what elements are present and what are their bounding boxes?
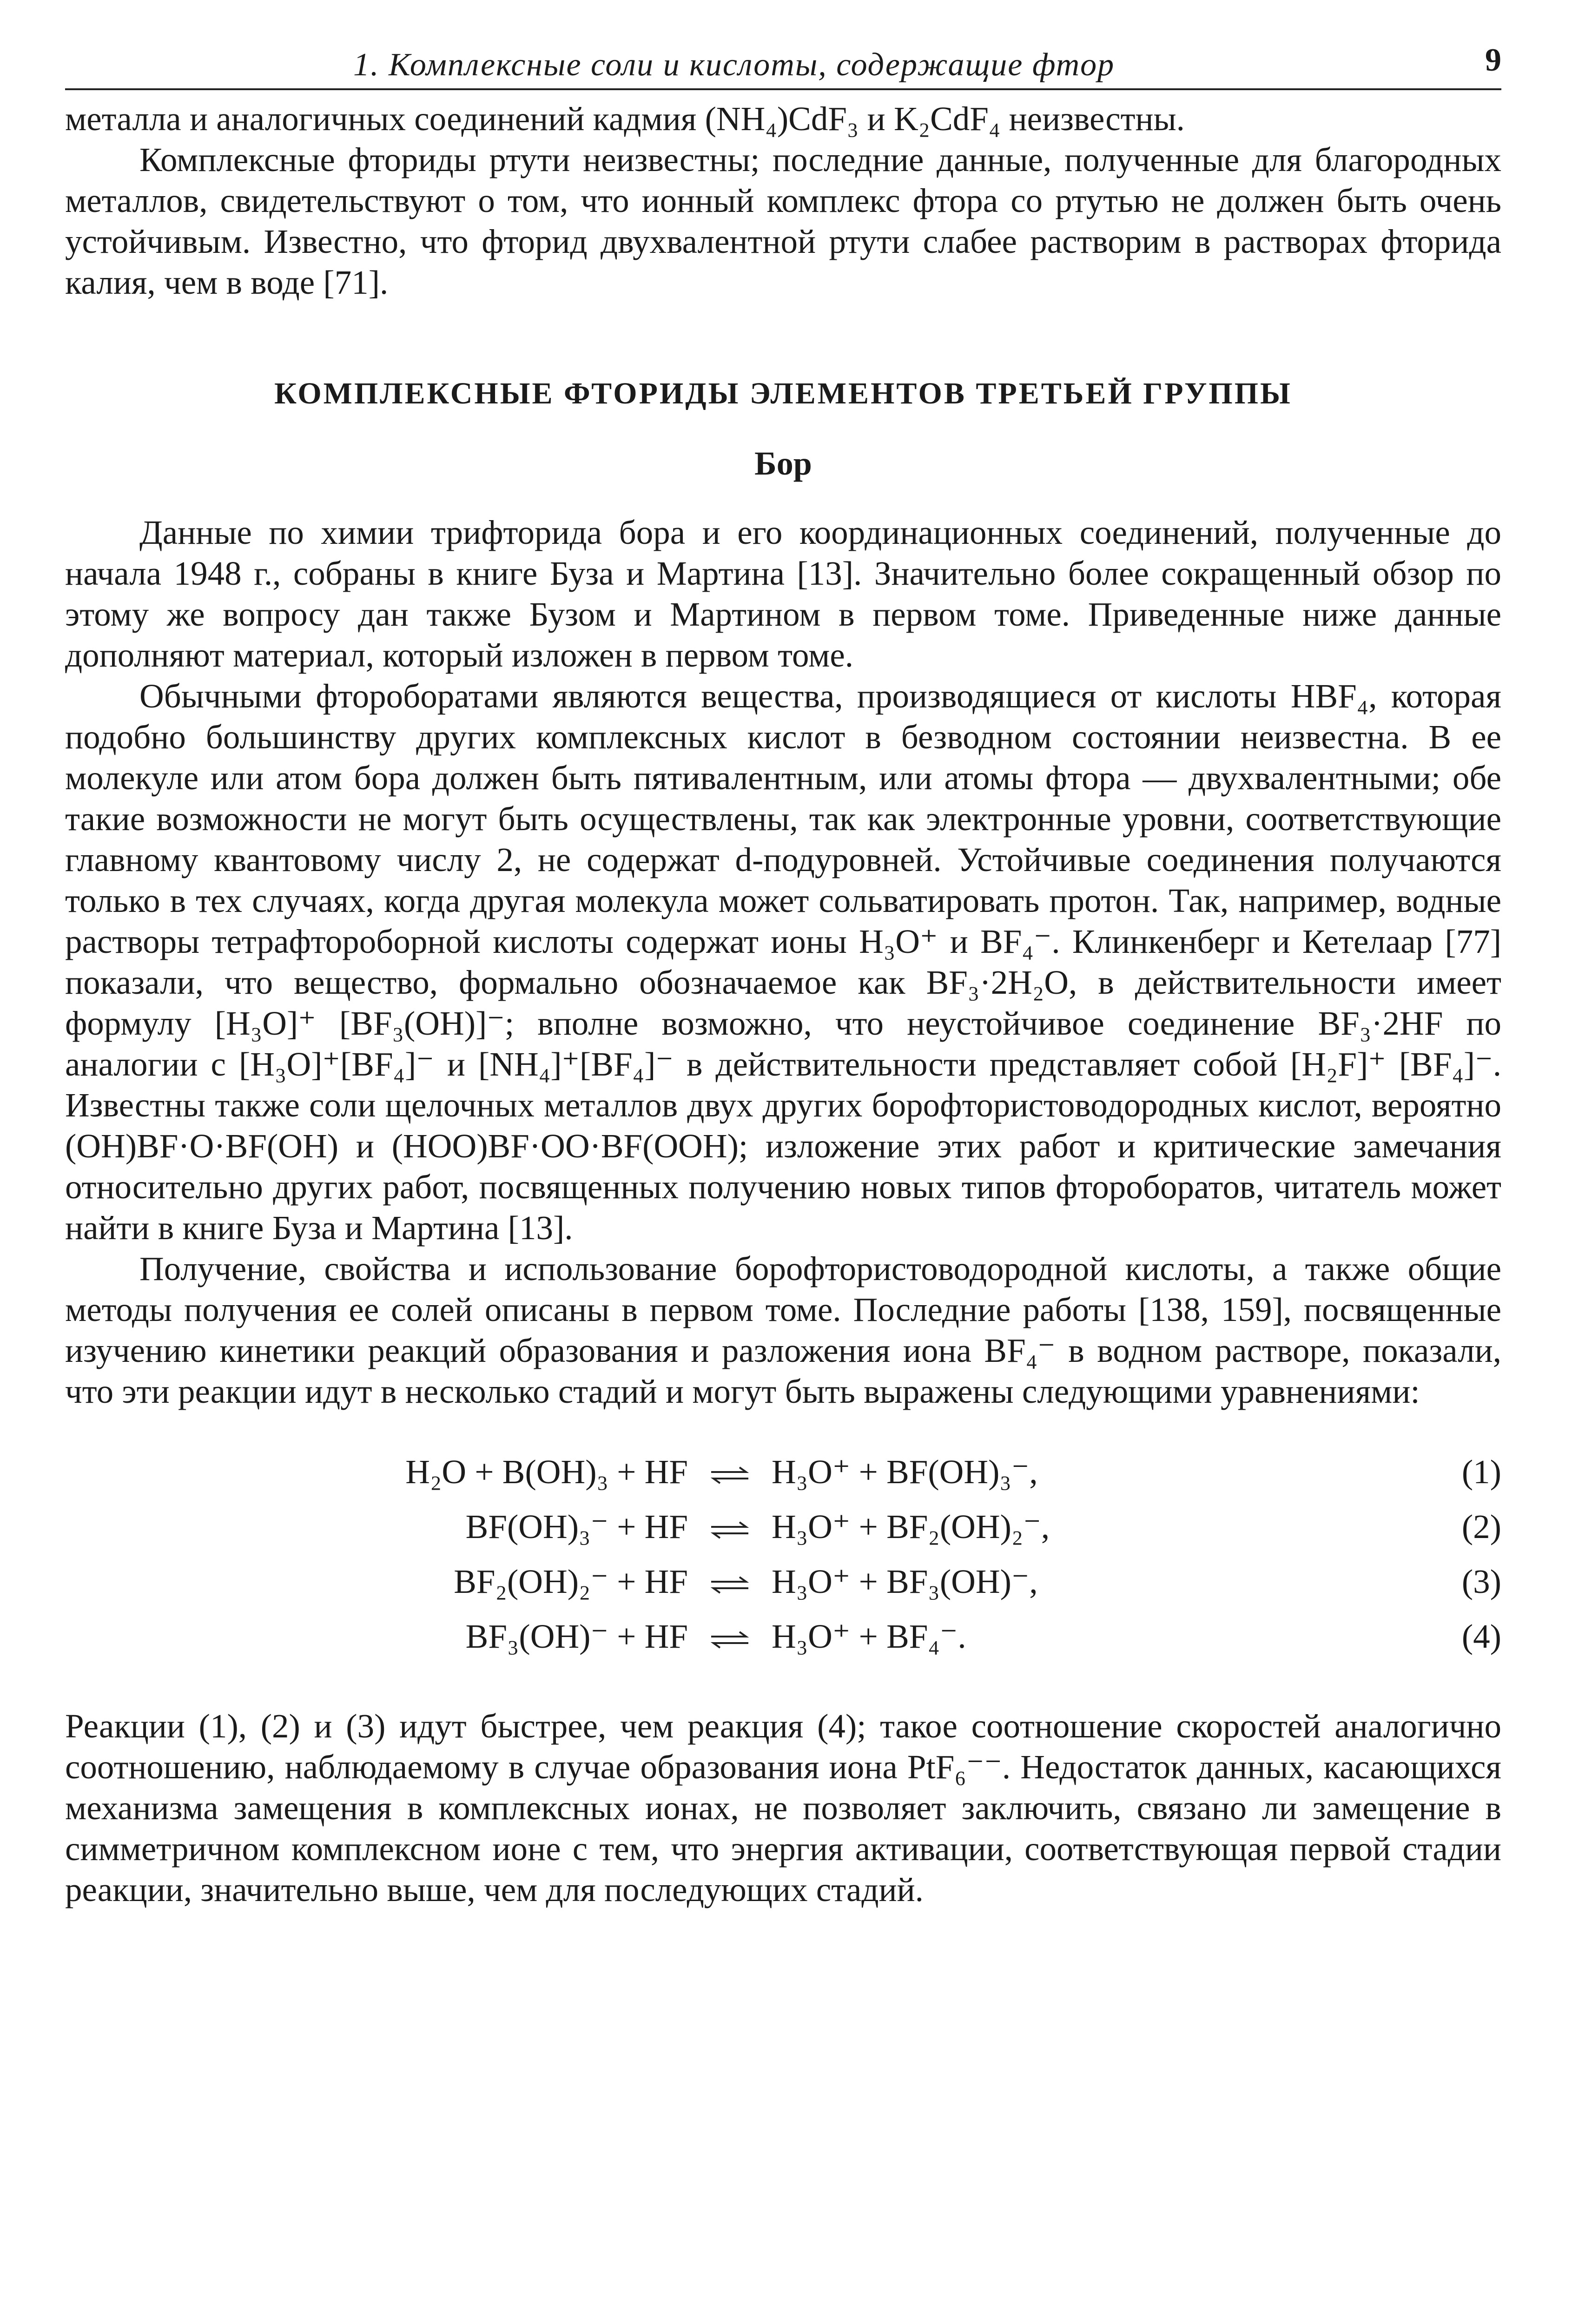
equilibrium-arrow-icon [704, 1499, 755, 1554]
paragraph-5: Получение, свойства и использование борофтористоводородной кислоты, а также общие методы получения ее солей описаны в первом томе. Последние работы [138, 159], посвященные изучению кинетики реакций образования и разложения иона BF₄⁻ в водном растворе, показали, что эти реакции идут в несколько стадий и могут быть выражены следующими уравнениями: [65, 1250, 1501, 1410]
body-text [65, 99, 1501, 1910]
equation-row [65, 1609, 1501, 1664]
paragraph-2: Комплексные фториды ртути неизвестны; последние данные, полученные для благородных металлов, свидетельствуют о том, что ионный комплекс фтора со ртутью не должен быть очень устойчивым. Известно, что фторид двухвалентной ртути слабее растворим в растворах фторида калия, чем в воде [71]. [65, 141, 1501, 301]
equation-number: (3) [1461, 1563, 1501, 1600]
paragraph-1: металла и аналогичных соединений кадмия (NH₄)CdF₃ и K₂CdF₄ неизвестны. [65, 100, 1185, 138]
equation-rhs: H₃O⁺ + BF(OH)₃⁻, [772, 1453, 1038, 1491]
equation-block [65, 1445, 1501, 1664]
paragraph-4: Обычными фтороборатами являются вещества, производящиеся от кислоты HBF₄, которая подобно большинству других комплексных кислот в безводном состоянии неизвестна. В ее молекуле или атом бора должен быть пятивалентным, или атомы фтора — двухвалентными; обе такие возможности не могут быть осуществлены, так как электронные уровни, соответствующие главному квантовому числу 2, не содержат d-подуровней. Устойчивые соединения получаются только в тех случаях, когда другая молекула может сольватировать протон. Так, например, водные растворы тетрафтороборной кислоты содержат ионы H₃O⁺ и BF₄⁻. Клинкенберг и Кетелаар [77] показали, что вещество, формально обозначаемое как BF₃·2H₂O, в действительности имеет формулу [H₃O]⁺ [BF₃(OH)]⁻; вполне возможно, что неустойчивое соединение BF₃·2HF по аналогии с [H₃O]⁺[BF₄]⁻ и [NH₄]⁺[BF₄]⁻ в действительности представляет собой [H₂F]⁺ [BF₄]⁻. Известны также соли щелочных металлов двух других борофтористоводородных кислот, вероятно (OH)BF·O·BF(OH) и (HOO)BF·OO·BF(OOH); изложение этих работ и критические замечания относительно других работ, посвященных получению новых типов фтороборатов, читатель может найти в книге Буза и Мартина [13]. [65, 677, 1501, 1247]
equation-rhs: H₃O⁺ + BF₂(OH)₂⁻, [772, 1508, 1050, 1545]
equation-rhs: H₃O⁺ + BF₄⁻. [772, 1618, 966, 1655]
equation-lhs: BF(OH)₃⁻ + HF [465, 1508, 688, 1545]
section-heading: КОМПЛЕКСНЫЕ ФТОРИДЫ ЭЛЕМЕНТОВ ТРЕТЬЕЙ ГРУППЫ [274, 376, 1292, 410]
running-head [65, 37, 1501, 90]
equation-rhs: H₃O⁺ + BF₃(OH)⁻, [772, 1563, 1038, 1600]
equation-number: (1) [1461, 1453, 1501, 1491]
equilibrium-arrow-icon [704, 1554, 755, 1609]
running-title: 1. Комплексные соли и кислоты, содержащие фтор [353, 47, 1115, 83]
equation-lhs: H₂O + B(OH)₃ + HF [405, 1453, 688, 1491]
equilibrium-arrow-icon [704, 1445, 755, 1499]
equation-row [65, 1499, 1501, 1554]
equation-lhs: BF₂(OH)₂⁻ + HF [454, 1563, 688, 1600]
equation-number: (4) [1461, 1618, 1501, 1655]
subsection-heading: Бор [754, 445, 812, 482]
equation-row [65, 1554, 1501, 1609]
page-number: 9 [1485, 42, 1501, 78]
equilibrium-arrow-icon [704, 1609, 755, 1664]
paragraph-6: Реакции (1), (2) и (3) идут быстрее, чем реакция (4); такое соотношение скоростей аналогично соотношению, наблюдаемому в случае образования иона PtF₆⁻⁻. Недостаток данных, касающихся механизма замещения в комплексных ионах, не позволяет заключить, связано ли замещение в симметричном комплексном ионе с тем, что энергия активации, соответствующая первой стадии реакции, значительно выше, чем для последующих стадий. [65, 1707, 1501, 1908]
equation-row [65, 1445, 1501, 1499]
equation-number: (2) [1461, 1508, 1501, 1545]
book-page [65, 37, 1501, 1910]
equation-lhs: BF₃(OH)⁻ + HF [465, 1618, 688, 1655]
paragraph-3: Данные по химии трифторида бора и его координационных соединений, полученные до начала 1948 г., собраны в книге Буза и Мартина [13]. Значительно более сокращенный обзор по этому же вопросу дан также Бузом и Мартином в первом томе. Приведенные ниже данные дополняют материал, который изложен в первом томе. [65, 514, 1501, 674]
